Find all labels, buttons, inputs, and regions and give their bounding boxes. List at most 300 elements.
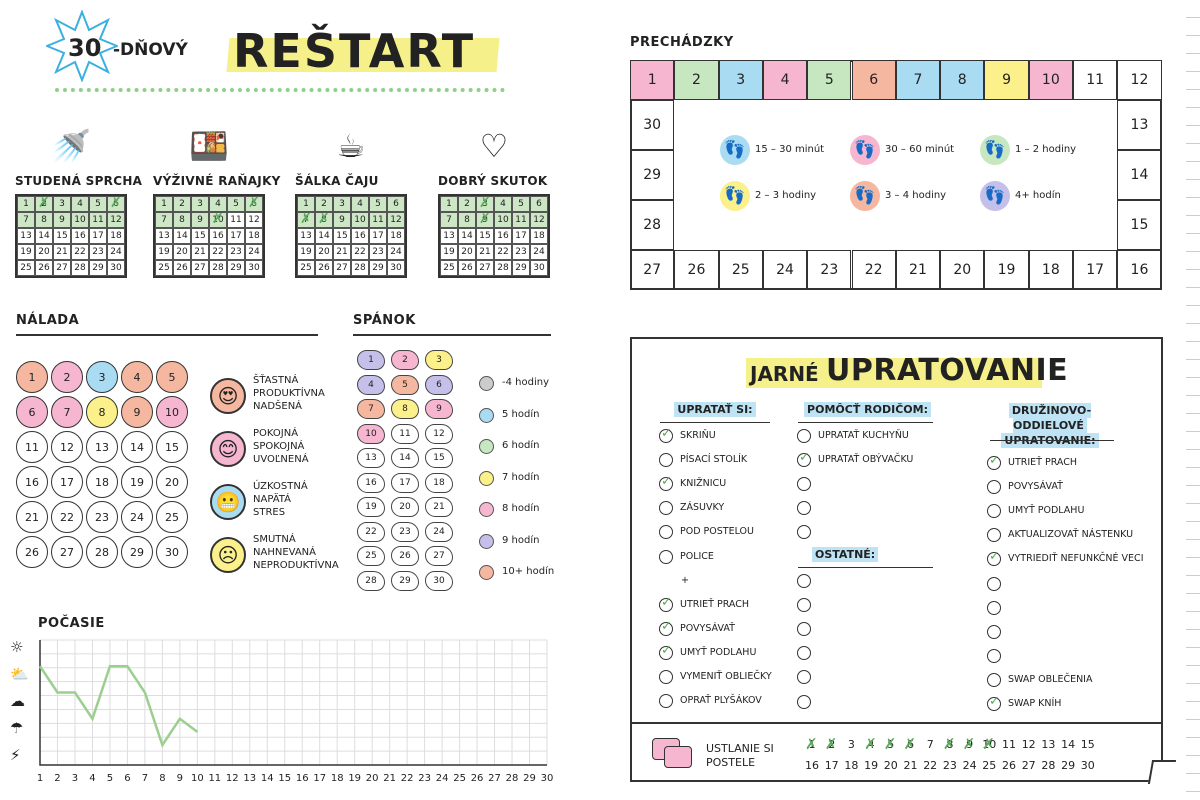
habit-day[interactable]: 4 xyxy=(209,196,227,212)
checkbox[interactable] xyxy=(659,694,673,708)
habit-day[interactable]: 18 xyxy=(387,228,405,244)
habit-day[interactable]: 30 xyxy=(245,260,263,276)
checkbox[interactable] xyxy=(987,456,1001,470)
sleep-cloud-day[interactable]: 21 xyxy=(425,497,453,517)
mood-day[interactable]: 18 xyxy=(86,466,118,498)
habit-day[interactable]: 24 xyxy=(387,244,405,260)
habit-day[interactable]: 9 xyxy=(53,212,71,228)
habit-day[interactable]: 14 xyxy=(35,228,53,244)
checkbox[interactable] xyxy=(659,622,673,636)
checkbox[interactable] xyxy=(797,453,811,467)
habit-day[interactable]: 8 ✗ xyxy=(315,212,333,228)
sleep-cloud-day[interactable]: 11 xyxy=(391,424,419,444)
bed-day[interactable]: 7 xyxy=(926,738,934,751)
bed-day[interactable]: 30 xyxy=(1080,759,1095,772)
checkbox[interactable] xyxy=(987,601,1001,615)
bed-day[interactable]: 10 ✗ xyxy=(980,738,998,751)
checkbox[interactable] xyxy=(659,646,673,660)
walk-day[interactable]: 7 xyxy=(896,60,940,100)
sleep-cloud-day[interactable]: 13 xyxy=(357,448,385,468)
habit-day[interactable]: 11 xyxy=(369,212,387,228)
weather-x-tick: 14 xyxy=(260,773,274,784)
habit-day[interactable]: 22 xyxy=(351,244,369,260)
walk-day[interactable]: 14 xyxy=(1117,150,1161,200)
habit-day[interactable]: 2 xyxy=(173,196,191,212)
habit-day[interactable]: 10 ✗ xyxy=(209,212,227,228)
weather-x-tick: 2 xyxy=(54,773,61,784)
habit-day[interactable]: 3 xyxy=(191,196,209,212)
mood-day[interactable]: 2 xyxy=(51,361,83,393)
bed-day[interactable]: 1 ✗ xyxy=(803,738,821,751)
weather-line xyxy=(40,666,197,745)
mood-legend-label: SMUTNÁ NAHNEVANÁ NEPRODUKTÍVNA xyxy=(253,534,339,571)
habit-day[interactable]: 25 xyxy=(297,260,315,276)
walk-day[interactable]: 4 xyxy=(763,60,807,100)
habit-day[interactable]: 3 ✗ xyxy=(476,196,494,212)
checklist-item-label: UTRIEŤ PRACH xyxy=(680,598,750,610)
habit-day[interactable]: 28 xyxy=(351,260,369,276)
habit-day[interactable]: 19 xyxy=(440,244,458,260)
habit-day[interactable]: 2 xyxy=(458,196,476,212)
mood-day[interactable]: 12 xyxy=(51,431,83,463)
bed-day[interactable]: 27 xyxy=(1021,759,1036,772)
sad-face-icon: ☹ xyxy=(210,537,246,573)
sleep-cloud-day[interactable]: 18 xyxy=(425,473,453,493)
habit-name: DOBRÝ SKUTOK xyxy=(438,174,548,188)
habit-day[interactable]: 20 xyxy=(35,244,53,260)
habit-day[interactable]: 10 xyxy=(494,212,512,228)
mood-day[interactable]: 13 xyxy=(86,431,118,463)
habit-day[interactable]: 21 xyxy=(53,244,71,260)
sleep-cloud-day[interactable]: 20 xyxy=(391,497,419,517)
bed-day[interactable]: 23 xyxy=(942,759,957,772)
habit-day[interactable]: 23 xyxy=(89,244,107,260)
walk-day[interactable]: 9 xyxy=(984,60,1028,100)
habit-day[interactable]: 9 xyxy=(333,212,351,228)
sleep-cloud-day[interactable]: 28 xyxy=(357,571,385,591)
mood-day[interactable]: 14 xyxy=(121,431,153,463)
walk-day[interactable]: 16 xyxy=(1117,250,1161,290)
mood-day[interactable]: 17 xyxy=(51,466,83,498)
mood-day[interactable]: 1 xyxy=(16,361,48,393)
walk-day[interactable]: 5 xyxy=(807,60,851,100)
walk-day[interactable]: 25 xyxy=(719,250,763,290)
walk-legend-label: 4+ hodín xyxy=(1015,190,1061,201)
sleep-legend-label: 8 hodín xyxy=(502,503,540,514)
habit-day[interactable]: 13 xyxy=(297,228,315,244)
mood-day[interactable]: 20 xyxy=(156,466,188,498)
habit-day[interactable]: 5 xyxy=(89,196,107,212)
habit-day[interactable]: 25 xyxy=(155,260,173,276)
walk-day[interactable]: 3 xyxy=(719,60,763,100)
weather-x-tick: 1 xyxy=(36,773,44,784)
bed-day[interactable]: 3 xyxy=(847,738,855,751)
checkbox[interactable] xyxy=(797,429,811,443)
habit-day[interactable]: 30 xyxy=(107,260,125,276)
habit-day[interactable]: 12 xyxy=(530,212,548,228)
habit-day[interactable]: 1 xyxy=(297,196,315,212)
walk-day[interactable]: 26 xyxy=(674,250,718,290)
habit-day[interactable]: 19 xyxy=(297,244,315,260)
habit-day[interactable]: 2 xyxy=(315,196,333,212)
habit-day[interactable]: 17 xyxy=(227,228,245,244)
habit-day[interactable]: 1 xyxy=(440,196,458,212)
walk-day[interactable]: 27 xyxy=(630,250,674,290)
bed-day[interactable]: 8 ✗ xyxy=(941,738,959,751)
checklist-item-label: SKRIŇU xyxy=(680,430,716,441)
habit-day[interactable]: 20 xyxy=(315,244,333,260)
mood-legend-label: ŠŤASTNÁ PRODUKTÍVNA NADŠENÁ xyxy=(253,375,325,412)
habit-day[interactable]: 27 xyxy=(53,260,71,276)
habit-day[interactable]: 15 xyxy=(333,228,351,244)
mood-day[interactable]: 11 xyxy=(16,431,48,463)
habit-day[interactable]: 10 xyxy=(351,212,369,228)
habit-day[interactable]: 18 xyxy=(530,228,548,244)
habit-day[interactable]: 15 xyxy=(53,228,71,244)
habit-day[interactable]: 2 ✗ xyxy=(35,196,53,212)
sleep-cloud-day[interactable]: 30 xyxy=(425,571,453,591)
sleep-cloud-day[interactable]: 29 xyxy=(391,571,419,591)
habit-day[interactable]: 6 xyxy=(387,196,405,212)
mood-day[interactable]: 27 xyxy=(51,536,83,568)
mood-legend-label: POKOJNÁ SPOKOJNÁ UVOĽNENÁ xyxy=(253,428,309,465)
walk-day[interactable]: 2 xyxy=(674,60,718,100)
page-curl xyxy=(1148,760,1176,784)
sleep-cloud-day[interactable]: 15 xyxy=(425,448,453,468)
habit-day[interactable]: 20 xyxy=(458,244,476,260)
habit-day[interactable]: 7 xyxy=(440,212,458,228)
habit-day[interactable]: 16 xyxy=(71,228,89,244)
mood-day[interactable]: 25 xyxy=(156,501,188,533)
habit-day[interactable]: 26 xyxy=(458,260,476,276)
habit-day[interactable]: 1 xyxy=(17,196,35,212)
checkbox[interactable] xyxy=(659,598,673,612)
habit-day[interactable]: 29 xyxy=(89,260,107,276)
habit-day[interactable]: 13 xyxy=(17,228,35,244)
habit-day[interactable]: 5 xyxy=(369,196,387,212)
sleep-cloud-day[interactable]: 9 xyxy=(425,399,453,419)
mood-day[interactable]: 28 xyxy=(86,536,118,568)
bed-day[interactable]: 5 ✗ xyxy=(882,738,900,751)
habit-day[interactable]: 14 xyxy=(458,228,476,244)
habit-day[interactable]: 27 xyxy=(333,260,351,276)
checklist-item-label: KNIŽNICU xyxy=(680,478,727,490)
mood-day[interactable]: 10 xyxy=(156,396,188,428)
bed-day[interactable]: 12 xyxy=(1021,738,1036,751)
habit-day[interactable]: 16 xyxy=(494,228,512,244)
checkbox[interactable] xyxy=(797,598,811,612)
habit-day[interactable]: 5 xyxy=(227,196,245,212)
walk-day[interactable]: 11 xyxy=(1073,60,1117,100)
habit-day[interactable]: 12 xyxy=(245,212,263,228)
habit-day[interactable]: 30 xyxy=(530,260,548,276)
habit-day[interactable]: 28 xyxy=(494,260,512,276)
bed-day[interactable]: 28 xyxy=(1041,759,1056,772)
storm-icon: ⚡ xyxy=(10,746,21,764)
habit-day[interactable]: 3 xyxy=(333,196,351,212)
habit-day[interactable]: 6 xyxy=(530,196,548,212)
bed-day[interactable]: 26 xyxy=(1002,759,1016,772)
checklist-item-label: UPRATAŤ OBÝVAČKU xyxy=(818,454,914,466)
footprints-icon: 👣 xyxy=(720,135,750,165)
walk-day[interactable]: 17 xyxy=(1073,250,1117,290)
walk-day[interactable]: 10 xyxy=(1029,60,1073,100)
bed-day[interactable]: 15 xyxy=(1080,738,1095,751)
weather-x-tick: 12 xyxy=(225,773,239,784)
walk-day[interactable]: 20 xyxy=(940,250,984,290)
habit-day[interactable]: 26 xyxy=(173,260,191,276)
sleep-cloud-day[interactable]: 4 xyxy=(357,375,385,395)
mood-title: NÁLADA xyxy=(16,313,80,328)
sleep-cloud-day[interactable]: 3 xyxy=(425,350,453,370)
checkbox[interactable] xyxy=(797,695,811,709)
cloud-icon: ☁ xyxy=(10,692,25,710)
sleep-legend-label: 6 hodín xyxy=(502,440,540,451)
habit-day[interactable]: 7 ✗ xyxy=(297,212,315,228)
habit-day[interactable]: 6 ✗ xyxy=(245,196,263,212)
habit-day[interactable]: 11 xyxy=(227,212,245,228)
bed-day[interactable]: 29 xyxy=(1061,759,1076,772)
habit-day[interactable]: 10 xyxy=(71,212,89,228)
walk-day[interactable]: 22 xyxy=(852,250,896,290)
habit-day[interactable]: 28 xyxy=(209,260,227,276)
habit-day[interactable]: 7 xyxy=(17,212,35,228)
mood-day[interactable]: 22 xyxy=(51,501,83,533)
bed-day[interactable]: 24 xyxy=(962,759,977,772)
bed-label: USTLANIE SI POSTELE xyxy=(706,742,774,769)
bed-day[interactable]: 18 xyxy=(844,759,859,772)
mood-day[interactable]: 21 xyxy=(16,501,48,533)
habit-day[interactable]: 18 xyxy=(245,228,263,244)
walk-day[interactable]: 19 xyxy=(984,250,1028,290)
sleep-cloud-day[interactable]: 23 xyxy=(391,522,419,542)
walk-day[interactable]: 18 xyxy=(1029,250,1073,290)
sleep-cloud-day[interactable]: 17 xyxy=(391,473,419,493)
habit-day[interactable]: 16 xyxy=(351,228,369,244)
walk-day[interactable]: 24 xyxy=(763,250,807,290)
habit-day[interactable]: 21 xyxy=(191,244,209,260)
mood-day[interactable]: 30 xyxy=(156,536,188,568)
habit-day[interactable]: 4 xyxy=(494,196,512,212)
checkbox[interactable] xyxy=(659,453,673,467)
mood-day[interactable]: 6 xyxy=(16,396,48,428)
walk-day[interactable]: 6 xyxy=(852,60,896,100)
header-badge: 30 xyxy=(68,34,102,62)
sleep-cloud-day[interactable]: 25 xyxy=(357,546,385,566)
habit-day[interactable]: 12 xyxy=(387,212,405,228)
walk-day[interactable]: 8 xyxy=(940,60,984,100)
habit-day[interactable]: 4 xyxy=(351,196,369,212)
habit-day[interactable]: 8 xyxy=(173,212,191,228)
habit-day[interactable]: 21 xyxy=(476,244,494,260)
habit-day[interactable]: 24 xyxy=(107,244,125,260)
habit-day[interactable]: 4 xyxy=(71,196,89,212)
habit-day[interactable]: 1 xyxy=(155,196,173,212)
col1-rule xyxy=(660,422,770,423)
sleep-cloud-day[interactable]: 12 xyxy=(425,424,453,444)
checkbox[interactable] xyxy=(987,649,1001,663)
sleep-cloud-day[interactable]: 22 xyxy=(357,522,385,542)
checkbox[interactable] xyxy=(797,574,811,588)
bed-day[interactable]: 20 xyxy=(883,759,898,772)
mood-day[interactable]: 29 xyxy=(121,536,153,568)
bed-day[interactable]: 11 xyxy=(1002,738,1016,751)
habit-day[interactable]: 25 xyxy=(17,260,35,276)
checkbox[interactable] xyxy=(659,477,673,491)
sleep-cloud-day[interactable]: 2 xyxy=(391,350,419,370)
bed-day[interactable]: 19 xyxy=(864,759,879,772)
habit-day[interactable]: 16 xyxy=(209,228,227,244)
habit-day[interactable]: 26 xyxy=(35,260,53,276)
habit-day[interactable]: 9 xyxy=(191,212,209,228)
mood-day[interactable]: 3 xyxy=(86,361,118,393)
lunchbox-icon: 🍱 xyxy=(189,127,229,165)
bed-day[interactable]: 16 xyxy=(805,759,819,772)
bed-day[interactable]: 4 ✗ xyxy=(862,738,880,751)
habit-day[interactable]: 19 xyxy=(155,244,173,260)
sleep-cloud-day[interactable]: 19 xyxy=(357,497,385,517)
mood-day[interactable]: 7 xyxy=(51,396,83,428)
bed-day[interactable]: 21 xyxy=(903,759,918,772)
habit-day[interactable]: 19 xyxy=(17,244,35,260)
weather-x-tick: 13 xyxy=(243,773,257,784)
header-subtitle: -DŇOVÝ xyxy=(113,40,188,60)
sleep-cloud-day[interactable]: 26 xyxy=(391,546,419,566)
bed-day[interactable]: 14 xyxy=(1061,738,1076,751)
mood-day[interactable]: 23 xyxy=(86,501,118,533)
habit-day[interactable]: 9 ✗ xyxy=(476,212,494,228)
bed-day[interactable]: 9 ✗ xyxy=(961,738,979,751)
bed-day[interactable]: 17 xyxy=(824,759,839,772)
mood-day[interactable]: 5 xyxy=(156,361,188,393)
pillows-icon xyxy=(652,736,692,768)
walk-day[interactable]: 23 xyxy=(807,250,851,290)
checklist-item-label: POVYSÁVAŤ xyxy=(680,622,735,634)
habit-day[interactable]: 8 xyxy=(458,212,476,228)
mood-day[interactable]: 15 xyxy=(156,431,188,463)
sleep-cloud-day[interactable]: 6 xyxy=(425,375,453,395)
bed-day[interactable]: 2 ✗ xyxy=(823,738,841,751)
mood-day[interactable]: 24 xyxy=(121,501,153,533)
footprints-icon: 👣 xyxy=(980,135,1010,165)
habit-day[interactable]: 15 xyxy=(476,228,494,244)
checkbox[interactable] xyxy=(987,673,1001,687)
checkbox[interactable] xyxy=(987,552,1001,566)
sleep-cloud-day[interactable]: 27 xyxy=(425,546,453,566)
habit-day[interactable]: 27 xyxy=(476,260,494,276)
checkbox[interactable] xyxy=(659,429,673,443)
bed-day[interactable]: 6 ✗ xyxy=(902,738,920,751)
habit-day[interactable]: 5 xyxy=(512,196,530,212)
habit-day[interactable]: 11 xyxy=(89,212,107,228)
habit-day[interactable]: 29 xyxy=(512,260,530,276)
weather-x-tick: 20 xyxy=(365,773,379,784)
mood-day[interactable]: 9 xyxy=(121,396,153,428)
habit-day[interactable]: 23 xyxy=(512,244,530,260)
habit-day[interactable]: 21 xyxy=(333,244,351,260)
bed-day[interactable]: 13 xyxy=(1041,738,1056,751)
mood-day[interactable]: 8 xyxy=(86,396,118,428)
habit-day[interactable]: 12 xyxy=(107,212,125,228)
weather-x-tick: 23 xyxy=(418,773,431,784)
checkbox[interactable] xyxy=(987,577,1001,591)
walk-day[interactable]: 29 xyxy=(630,150,674,200)
walk-day[interactable]: 1 xyxy=(630,60,674,100)
sleep-cloud-day[interactable]: 24 xyxy=(425,522,453,542)
walk-day[interactable]: 21 xyxy=(896,250,940,290)
bed-day[interactable]: 22 xyxy=(923,759,938,772)
habit-day[interactable]: 13 xyxy=(155,228,173,244)
habit-day[interactable]: 8 xyxy=(35,212,53,228)
habit-day[interactable]: 15 xyxy=(191,228,209,244)
walk-day[interactable]: 12 xyxy=(1117,60,1161,100)
habit-day[interactable]: 23 xyxy=(227,244,245,260)
habit-day[interactable]: 29 xyxy=(369,260,387,276)
checklist-item-label: VYTRIEDIŤ NEFUNKČNÉ VECI xyxy=(1008,553,1144,565)
walk-day[interactable]: 13 xyxy=(1117,100,1161,150)
checkbox[interactable] xyxy=(659,550,673,564)
habit-day[interactable]: 24 xyxy=(245,244,263,260)
checkbox[interactable] xyxy=(987,480,1001,494)
habit-day[interactable]: 23 xyxy=(369,244,387,260)
habit-day[interactable]: 22 xyxy=(209,244,227,260)
habit-day[interactable]: 26 xyxy=(315,260,333,276)
habit-day[interactable]: 18 xyxy=(107,228,125,244)
habit-day[interactable]: 11 xyxy=(512,212,530,228)
habit-day[interactable]: 22 xyxy=(71,244,89,260)
sleep-cloud-day[interactable]: 10 xyxy=(357,424,385,444)
checkbox[interactable] xyxy=(659,670,673,684)
sleep-legend-label: 10+ hodín xyxy=(502,566,555,577)
walk-legend-label: 15 – 30 minút xyxy=(755,144,825,155)
checkbox[interactable] xyxy=(987,697,1001,711)
sleep-cloud-day[interactable]: 1 xyxy=(357,350,385,370)
habit-day[interactable]: 17 xyxy=(89,228,107,244)
sleep-cloud-day[interactable]: 14 xyxy=(391,448,419,468)
mood-day[interactable]: 4 xyxy=(121,361,153,393)
habit-day[interactable]: 27 xyxy=(191,260,209,276)
habit-day[interactable]: 17 xyxy=(369,228,387,244)
habit-day[interactable]: 20 xyxy=(173,244,191,260)
habit-day[interactable]: 17 xyxy=(512,228,530,244)
sleep-cloud-day[interactable]: 5 xyxy=(391,375,419,395)
mood-day[interactable]: 26 xyxy=(16,536,48,568)
bed-day[interactable]: 25 xyxy=(982,759,997,772)
walk-day[interactable]: 28 xyxy=(630,200,674,250)
habit-day[interactable]: 14 xyxy=(315,228,333,244)
habit-day[interactable]: 22 xyxy=(494,244,512,260)
sleep-cloud-day[interactable]: 16 xyxy=(357,473,385,493)
sleep-cloud-day[interactable]: 8 xyxy=(391,399,419,419)
mood-day[interactable]: 19 xyxy=(121,466,153,498)
habit-day[interactable]: 6 ✗ xyxy=(107,196,125,212)
habit-day[interactable]: 7 xyxy=(155,212,173,228)
mood-day[interactable]: 16 xyxy=(16,466,48,498)
habit-day[interactable]: 3 xyxy=(53,196,71,212)
habit-day[interactable]: 25 xyxy=(440,260,458,276)
walk-day[interactable]: 15 xyxy=(1117,200,1161,250)
habit-day[interactable]: 30 xyxy=(387,260,405,276)
habit-day[interactable]: 24 xyxy=(530,244,548,260)
habit-day[interactable]: 29 xyxy=(227,260,245,276)
sleep-cloud-day[interactable]: 7 xyxy=(357,399,385,419)
weather-x-tick: 17 xyxy=(313,773,327,784)
habit-day[interactable]: 14 xyxy=(173,228,191,244)
walk-day[interactable]: 30 xyxy=(630,100,674,150)
checkbox[interactable] xyxy=(987,625,1001,639)
habit-day[interactable]: 13 xyxy=(440,228,458,244)
habit-day[interactable]: 28 xyxy=(71,260,89,276)
